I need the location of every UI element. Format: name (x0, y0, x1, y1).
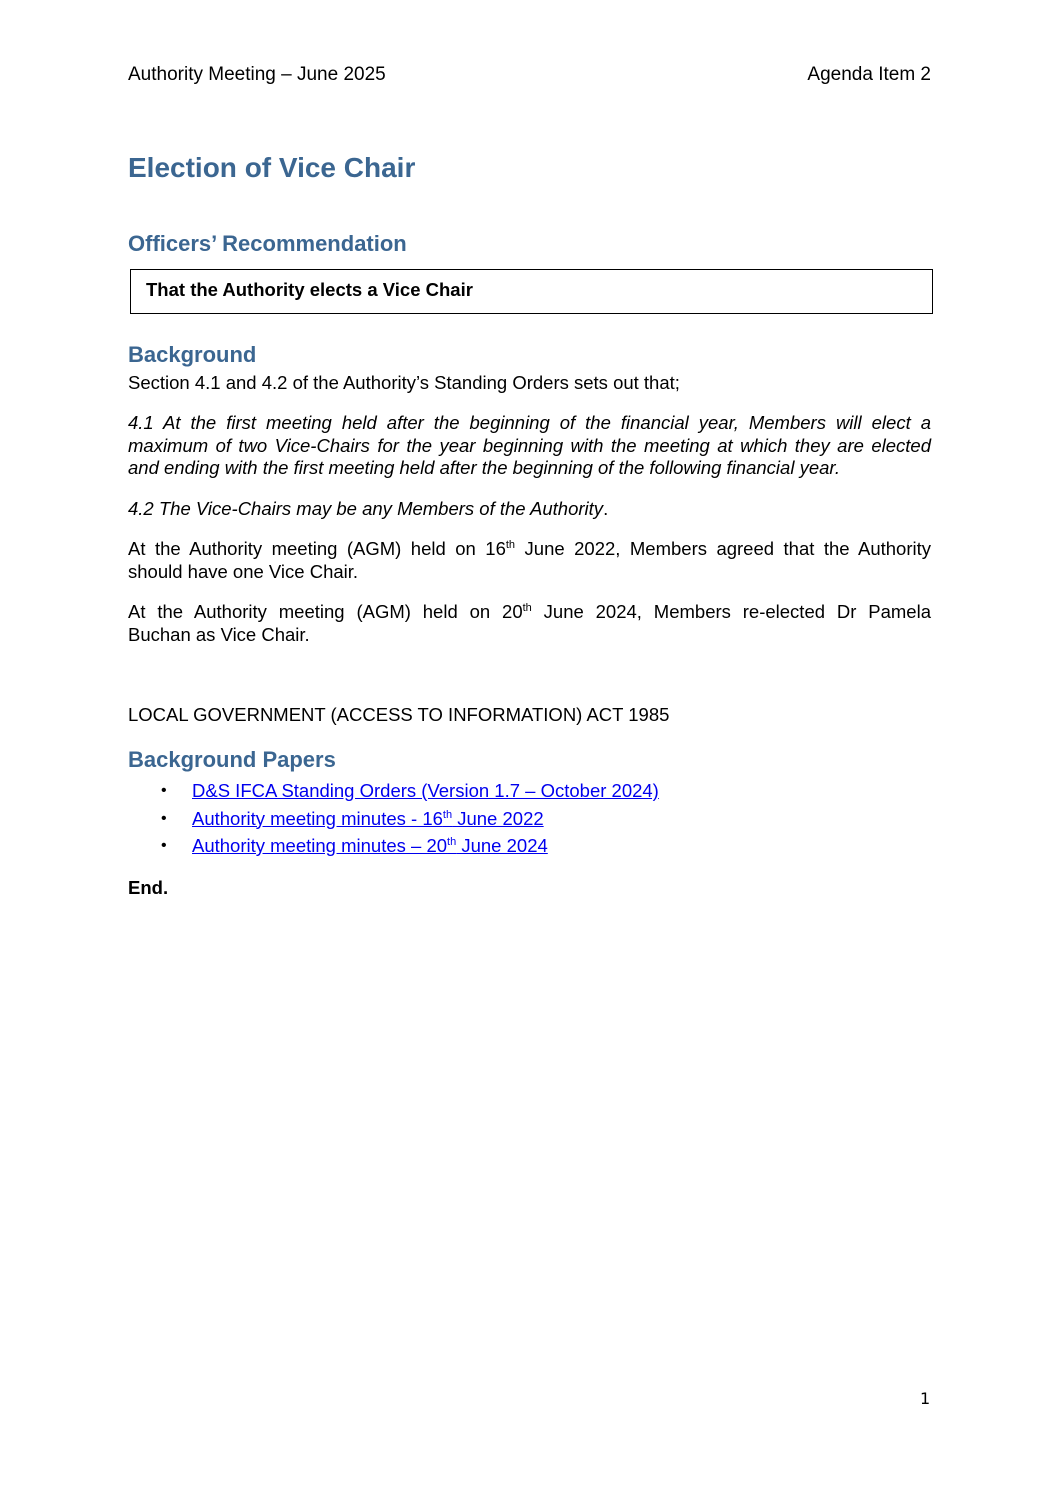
minutes-2024-suffix: June 2024 (456, 835, 548, 856)
clause-4-2-period: . (603, 498, 609, 519)
page-number: 1 (920, 1389, 931, 1408)
agm-2022-line-2: should have one Vice Chair. (128, 560, 359, 582)
bullet-icon: • (161, 837, 167, 854)
recommendation-box (130, 269, 933, 314)
minutes-2024-prefix: Authority meeting minutes – 20 (192, 835, 448, 856)
minutes-2024-sup: th (447, 835, 457, 848)
agm-2024-sup: th (522, 601, 532, 614)
minutes-2022-prefix: Authority meeting minutes - 16 (192, 807, 443, 829)
minutes-2022-sup: th (442, 808, 453, 821)
bullet-icon: • (161, 809, 167, 827)
agm-2024-paragraph (128, 601, 931, 646)
list-item (128, 805, 931, 833)
act-reference: LOCAL GOVERNMENT (ACCESS TO INFORMATION) ACT 1985 (128, 704, 670, 725)
recommendation-heading: Officers’ Recommendation (128, 231, 407, 256)
clause-4-2 (128, 498, 931, 521)
agm-2022-suffix: June 2022, Members agreed that the Authority (515, 538, 932, 559)
clause-4-1-line-3: and ending with the first meeting held after the beginning of the following financial year. (128, 457, 841, 478)
background-heading: Background (128, 342, 257, 367)
clause-4-2-text: 4.2 The Vice-Chairs may be any Members of the Authority (128, 498, 604, 519)
clause-4-1 (128, 412, 931, 480)
agm-2024-suffix: June 2024, Members re-elected Dr Pamela (531, 601, 931, 622)
agm-2022-prefix: At the Authority meeting (AGM) held on 16 (128, 538, 506, 559)
agm-2022-paragraph (128, 538, 931, 583)
page-title: Election of Vice Chair (128, 152, 416, 183)
agm-2024-line-1 (128, 601, 931, 624)
minutes-2022-link[interactable] (192, 805, 544, 832)
agm-2022-line-1 (128, 538, 931, 561)
end-marker: End. (128, 877, 169, 898)
agm-2024-line-2: Buchan as Vice Chair. (128, 623, 310, 645)
running-header-left: Authority Meeting – June 2025 (128, 64, 386, 85)
background-papers-list (128, 777, 931, 860)
running-header-right: Agenda Item 2 (807, 64, 931, 85)
recommendation-text: That the Authority elects a Vice Chair (146, 279, 473, 300)
clause-4-1-line-1: 4.1 At the first meeting held after the beginning of the financial year, Members will elect a (128, 412, 931, 433)
clause-4-1-line-2: maximum of two Vice-Chairs for the year beginning with the meeting at which they are elected (128, 434, 931, 456)
agm-2022-sup: th (505, 538, 516, 551)
minutes-2024-link[interactable] (192, 832, 548, 859)
list-item (128, 777, 931, 805)
list-item (128, 832, 931, 860)
agm-2024-prefix: At the Authority meeting (AGM) held on 20 (128, 601, 523, 622)
minutes-2022-suffix: June 2022 (452, 807, 544, 829)
standing-orders-link[interactable]: D&S IFCA Standing Orders (Version 1.7 – October 2024) (192, 780, 659, 801)
bullet-icon: • (161, 782, 167, 799)
background-papers-heading: Background Papers (128, 747, 336, 772)
background-intro: Section 4.1 and 4.2 of the Authority’s Standing Orders sets out that; (128, 372, 680, 393)
